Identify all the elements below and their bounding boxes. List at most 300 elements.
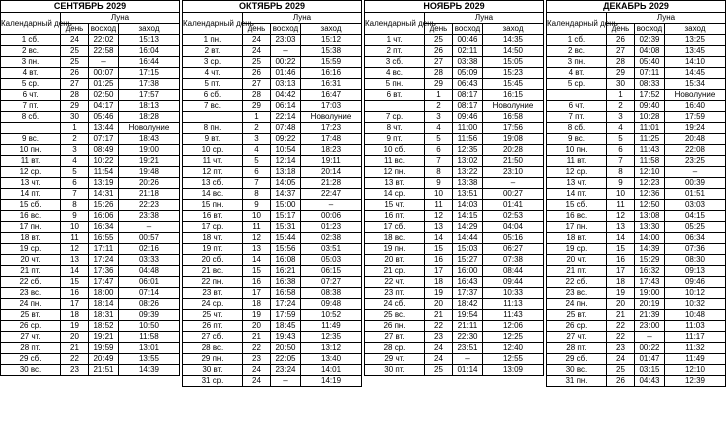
moon-day-cell: 6 (243, 167, 271, 178)
set-header: заход (665, 24, 726, 35)
date-cell: 31 пн. (547, 376, 607, 387)
moon-day-cell: 13 (61, 255, 89, 266)
moon-day-cell: 29 (243, 101, 271, 112)
moon-day-cell: 2 (243, 123, 271, 134)
moonrise-cell: 01:14 (453, 365, 483, 376)
calendar-day-header: Календарный день (1, 13, 61, 35)
moonrise-cell: 15:17 (271, 211, 301, 222)
moonrise-cell: – (453, 354, 483, 365)
moonset-cell: 15:13 (119, 35, 180, 46)
moonrise-cell: 14:29 (453, 222, 483, 233)
date-cell: 12 ср. (1, 167, 61, 178)
table-row (547, 266, 726, 277)
moonrise-cell: 16:21 (271, 266, 301, 277)
moon-day-cell: 4 (61, 156, 89, 167)
moon-day-cell: 12 (61, 244, 89, 255)
table-row (365, 90, 544, 101)
moonset-cell: 18:13 (119, 101, 180, 112)
moonset-cell: 02:16 (119, 244, 180, 255)
moonset-cell: 04:48 (119, 266, 180, 277)
moonrise-cell: 13:19 (89, 178, 119, 189)
table-row (547, 134, 726, 145)
moonset-cell: 09:48 (301, 299, 362, 310)
date-cell: 7 вс. (183, 101, 243, 112)
moonset-cell: 19:48 (119, 167, 180, 178)
table-row (1, 299, 180, 310)
rise-header: восход (271, 24, 301, 35)
moonrise-cell: – (89, 57, 119, 68)
month-table (364, 0, 543, 432)
table-row (547, 68, 726, 79)
moonset-cell: 10:52 (301, 310, 362, 321)
date-cell: 26 ср. (1, 321, 61, 332)
table-row (183, 299, 362, 310)
date-cell: 7 ср. (365, 112, 425, 123)
table-row (1, 35, 180, 46)
moon-day-cell: 15 (61, 277, 89, 288)
date-cell: 6 сб. (183, 90, 243, 101)
moon-day-cell: 25 (61, 46, 89, 57)
table-row (547, 343, 726, 354)
moon-day-cell: 22 (607, 321, 635, 332)
moon-day-cell: 11 (61, 233, 89, 244)
moonset-cell: 11:43 (483, 310, 544, 321)
moonset-cell: 00:27 (483, 189, 544, 200)
month-table (0, 0, 179, 432)
date-cell: 11 вс. (365, 156, 425, 167)
table-row (365, 266, 544, 277)
moon-day-cell: 25 (243, 57, 271, 68)
moonset-cell: 18:23 (301, 145, 362, 156)
moonrise-cell: – (271, 46, 301, 57)
table-row (1, 46, 180, 57)
date-cell: 21 ср. (365, 266, 425, 277)
moon-day-cell: 23 (607, 343, 635, 354)
moonset-cell: 10:48 (665, 310, 726, 321)
table-row (1, 332, 180, 343)
moon-day-cell: 23 (61, 365, 89, 376)
table-row (183, 112, 362, 123)
table-row (365, 112, 544, 123)
moonset-cell: 09:44 (483, 277, 544, 288)
table-row (183, 233, 362, 244)
date-cell: 10 сб. (365, 145, 425, 156)
moonset-cell: Новолуние (119, 123, 180, 134)
table-row (1, 68, 180, 79)
date-cell: 2 вт. (183, 46, 243, 57)
moonset-cell: 09:13 (665, 266, 726, 277)
table-row (365, 57, 544, 68)
date-cell: 17 пн. (547, 222, 607, 233)
moon-day-cell: 15 (607, 244, 635, 255)
table-row (183, 343, 362, 354)
moon-day-cell: 20 (61, 332, 89, 343)
table-row (183, 57, 362, 68)
moon-day-cell: 26 (243, 68, 271, 79)
moonrise-cell: – (271, 376, 301, 387)
moon-day-cell: 22 (425, 321, 453, 332)
date-cell: 8 пн. (183, 123, 243, 134)
table-row (183, 68, 362, 79)
moonset-cell: 08:30 (665, 255, 726, 266)
moonset-cell: 17:56 (483, 123, 544, 134)
table-row (365, 288, 544, 299)
moonset-cell: 14:50 (483, 46, 544, 57)
moonrise-cell: 16:06 (89, 211, 119, 222)
moon-day-cell: 15 (425, 244, 453, 255)
moonset-cell: 14:01 (301, 365, 362, 376)
moon-day-cell: 1 (425, 90, 453, 101)
moonset-cell: 17:03 (301, 101, 362, 112)
date-cell: 15 чт. (365, 200, 425, 211)
moonset-cell: 09:39 (119, 310, 180, 321)
table-row (1, 233, 180, 244)
date-cell: 5 ср. (1, 79, 61, 90)
moon-day-cell: 16 (243, 277, 271, 288)
date-cell: 23 пт. (365, 288, 425, 299)
moonrise-cell: 00:46 (453, 35, 483, 46)
table-row (183, 123, 362, 134)
moonrise-cell: 15:56 (271, 244, 301, 255)
moon-day-cell: 7 (607, 156, 635, 167)
date-cell: 8 сб. (547, 123, 607, 134)
moonrise-cell: 11:56 (453, 134, 483, 145)
table-row (547, 255, 726, 266)
moonrise-cell: 04:43 (635, 376, 665, 387)
table-row (183, 310, 362, 321)
moon-day-cell: 17 (607, 266, 635, 277)
moonrise-cell: 10:22 (89, 156, 119, 167)
moonrise-cell: 17:24 (271, 299, 301, 310)
moonrise-cell: 12:50 (635, 200, 665, 211)
moon-day-cell: 27 (61, 79, 89, 90)
moon-day-cell: 7 (425, 156, 453, 167)
table-row (547, 90, 726, 101)
table-row (1, 354, 180, 365)
date-cell: 30 вс. (1, 365, 61, 376)
moonrise-cell: 14:00 (635, 233, 665, 244)
moonrise-cell: 03:13 (271, 79, 301, 90)
table-row (547, 277, 726, 288)
calendar-day-header: Календарный день (547, 13, 607, 35)
moon-day-header: день (607, 24, 635, 35)
moon-day-cell: 19 (243, 310, 271, 321)
rise-header: восход (635, 24, 665, 35)
moonrise-cell: 16:55 (89, 233, 119, 244)
moonset-cell: 13:01 (119, 343, 180, 354)
date-cell: 25 вт. (1, 310, 61, 321)
moonrise-cell: 03:38 (453, 57, 483, 68)
date-cell: 9 вт. (183, 134, 243, 145)
table-row (183, 156, 362, 167)
moonrise-cell: 10:54 (271, 145, 301, 156)
moonrise-cell: 14:15 (453, 211, 483, 222)
moonrise-cell: 10:28 (635, 112, 665, 123)
moonset-cell: 23:10 (483, 167, 544, 178)
set-header: заход (483, 24, 544, 35)
date-cell: 9 вс. (1, 134, 61, 145)
moon-day-cell: 3 (61, 145, 89, 156)
date-cell: 29 чт. (365, 354, 425, 365)
date-cell: 9 вс. (547, 134, 607, 145)
moonset-cell: 12:39 (665, 376, 726, 387)
table-row (1, 343, 180, 354)
moonrise-cell: 15:03 (453, 244, 483, 255)
moon-day-cell: 26 (425, 46, 453, 57)
moon-day-cell: 23 (243, 354, 271, 365)
moon-day-cell: 3 (243, 134, 271, 145)
month-table (182, 0, 361, 432)
table-row (365, 233, 544, 244)
moon-day-cell: 8 (607, 167, 635, 178)
date-cell: 8 сб. (1, 112, 61, 123)
moonrise-cell: 15:26 (89, 200, 119, 211)
moonrise-cell: 16:58 (271, 288, 301, 299)
date-cell: 11 вт. (547, 156, 607, 167)
date-cell (1, 123, 61, 134)
table-row (365, 211, 544, 222)
table-row (547, 156, 726, 167)
moon-day-cell: 21 (61, 343, 89, 354)
date-cell: 23 вт. (183, 288, 243, 299)
table-row (183, 211, 362, 222)
moonset-cell: 11:49 (665, 354, 726, 365)
month-title: ДЕКАБРЬ 2029 (547, 1, 726, 13)
moonrise-cell: 22:58 (89, 46, 119, 57)
calendar-day-header: Календарный день (365, 13, 425, 35)
table-row (365, 222, 544, 233)
date-cell: 3 пн. (1, 57, 61, 68)
moonset-cell: 23:38 (119, 211, 180, 222)
moonrise-cell: 18:42 (453, 299, 483, 310)
moon-day-cell: 5 (243, 156, 271, 167)
moonrise-cell: 20:19 (635, 299, 665, 310)
moon-day-cell: 12 (243, 233, 271, 244)
moonrise-cell: 09:46 (453, 112, 483, 123)
moon-day-cell: 25 (607, 365, 635, 376)
moon-day-cell: 25 (425, 365, 453, 376)
table-row (183, 79, 362, 90)
moonset-cell: 14:35 (483, 35, 544, 46)
table-row (547, 310, 726, 321)
date-cell: 13 чт. (547, 178, 607, 189)
date-cell: 15 сб. (1, 200, 61, 211)
date-cell: 3 пн. (547, 57, 607, 68)
date-cell: 14 ср. (365, 189, 425, 200)
rise-header: восход (453, 24, 483, 35)
moonset-cell: 17:57 (119, 90, 180, 101)
moon-day-cell: 5 (607, 134, 635, 145)
table-row (1, 123, 180, 134)
date-cell (547, 90, 607, 101)
moonset-cell: Новолуние (483, 101, 544, 112)
moonrise-cell: 23:51 (453, 343, 483, 354)
moonrise-cell: 14:03 (453, 200, 483, 211)
moonrise-cell: 14:39 (635, 244, 665, 255)
date-cell: 24 сб. (365, 299, 425, 310)
date-cell: 2 вс. (1, 46, 61, 57)
rise-header: восход (89, 24, 119, 35)
moonrise-cell: 02:50 (89, 90, 119, 101)
table-row (365, 178, 544, 189)
date-cell: 25 вт. (547, 310, 607, 321)
moon-day-cell: 15 (243, 266, 271, 277)
moonrise-cell: 16:08 (271, 255, 301, 266)
moonset-cell: 15:05 (483, 57, 544, 68)
moonset-cell: 05:03 (301, 255, 362, 266)
date-cell: 30 пт. (365, 365, 425, 376)
date-cell: 13 вт. (365, 178, 425, 189)
moon-day-cell: 9 (607, 178, 635, 189)
table-row (1, 200, 180, 211)
date-cell: 22 сб. (1, 277, 61, 288)
moonset-cell: 04:04 (483, 222, 544, 233)
table-row (1, 288, 180, 299)
moon-day-cell: 2 (607, 101, 635, 112)
moon-header: Луна (425, 13, 544, 24)
moonset-cell: 13:12 (301, 343, 362, 354)
date-cell: 11 вт. (1, 156, 61, 167)
moonset-cell: 14:10 (665, 57, 726, 68)
moonrise-cell: 05:40 (635, 57, 665, 68)
moon-header: Луна (61, 13, 180, 24)
moonrise-cell: 22:02 (89, 35, 119, 46)
table-row (547, 321, 726, 332)
moon-day-cell: 28 (243, 90, 271, 101)
table-row (1, 101, 180, 112)
date-cell: 16 вс. (547, 211, 607, 222)
moonset-cell: 10:33 (483, 288, 544, 299)
moon-day-cell: 24 (425, 343, 453, 354)
moonset-cell: 05:25 (665, 222, 726, 233)
moon-day-cell: 17 (243, 288, 271, 299)
moonrise-cell: 07:48 (271, 123, 301, 134)
moonrise-cell: 13:02 (453, 156, 483, 167)
moonrise-cell: 23:24 (271, 365, 301, 376)
moonset-cell: 10:50 (119, 321, 180, 332)
moonset-cell: 11:03 (665, 321, 726, 332)
table-row (1, 244, 180, 255)
moonrise-cell: 21:11 (453, 321, 483, 332)
moonrise-cell: 13:22 (453, 167, 483, 178)
moon-day-cell: 19 (607, 288, 635, 299)
table-row (547, 354, 726, 365)
moonrise-cell: 15:29 (635, 255, 665, 266)
date-cell: 27 чт. (1, 332, 61, 343)
date-cell: 20 чт. (547, 255, 607, 266)
table-row (1, 145, 180, 156)
moon-day-cell: 14 (61, 266, 89, 277)
moonset-cell: 16:31 (301, 79, 362, 90)
moonset-cell: 18:28 (119, 112, 180, 123)
moon-day-cell: 26 (607, 376, 635, 387)
moon-day-cell: 22 (61, 354, 89, 365)
moonrise-cell: 14:37 (271, 189, 301, 200)
table-row (547, 178, 726, 189)
moon-day-cell: 21 (243, 332, 271, 343)
date-cell: 6 чт. (1, 90, 61, 101)
moonrise-cell: 02:39 (635, 35, 665, 46)
date-cell (365, 101, 425, 112)
moonrise-cell: 04:17 (89, 101, 119, 112)
moonset-cell: 20:48 (665, 134, 726, 145)
moonset-cell: 11:17 (665, 332, 726, 343)
date-cell: 14 вс. (183, 189, 243, 200)
table-row (547, 211, 726, 222)
table-row (365, 354, 544, 365)
moonset-cell: 07:27 (301, 277, 362, 288)
moonrise-cell: 07:17 (89, 134, 119, 145)
date-cell: 12 пн. (365, 167, 425, 178)
table-row (1, 189, 180, 200)
table-row (547, 222, 726, 233)
moonrise-cell: 08:17 (453, 101, 483, 112)
moonrise-cell: 07:11 (635, 68, 665, 79)
moon-day-cell: 4 (425, 123, 453, 134)
date-cell: 5 пн. (365, 79, 425, 90)
date-cell: 13 чт. (1, 178, 61, 189)
moon-day-cell: 18 (243, 299, 271, 310)
month-title: СЕНТЯБРЬ 2029 (1, 1, 180, 13)
moonset-cell: – (483, 178, 544, 189)
moon-day-cell: 29 (607, 68, 635, 79)
date-cell: 17 пн. (1, 222, 61, 233)
moonrise-cell: 17:11 (89, 244, 119, 255)
moonrise-cell: 21:39 (635, 310, 665, 321)
date-cell: 24 ср. (183, 299, 243, 310)
date-cell: 16 вт. (183, 211, 243, 222)
moonset-cell: 16:44 (119, 57, 180, 68)
moonset-cell: 02:53 (483, 211, 544, 222)
table-row (183, 134, 362, 145)
moon-day-cell: 12 (425, 211, 453, 222)
table-row (365, 134, 544, 145)
date-cell: 3 сб. (365, 57, 425, 68)
moon-day-cell: 8 (425, 167, 453, 178)
moonrise-cell: 00:22 (271, 57, 301, 68)
moon-day-cell: 10 (425, 189, 453, 200)
date-cell: 20 сб. (183, 255, 243, 266)
moonset-cell: 22:23 (119, 200, 180, 211)
moon-day-cell: 24 (243, 376, 271, 387)
date-cell: 24 пн. (1, 299, 61, 310)
moonset-cell: 01:51 (665, 189, 726, 200)
moon-day-cell: 14 (607, 233, 635, 244)
moonrise-cell: 08:17 (453, 90, 483, 101)
month-table (546, 0, 725, 432)
moonset-cell: 15:12 (301, 35, 362, 46)
moonrise-cell: 22:30 (453, 332, 483, 343)
moonset-cell: 07:38 (483, 255, 544, 266)
calendar-day-header: Календарный день (183, 13, 243, 35)
set-header: заход (119, 24, 180, 35)
table-row (365, 343, 544, 354)
moonrise-cell: 04:08 (635, 46, 665, 57)
date-cell: 25 чт. (183, 310, 243, 321)
moonset-cell: 03:33 (119, 255, 180, 266)
moonrise-cell: 18:52 (89, 321, 119, 332)
table-row (547, 365, 726, 376)
date-cell: 19 ср. (547, 244, 607, 255)
moon-day-cell: 2 (425, 101, 453, 112)
table-row (365, 35, 544, 46)
moonset-cell: 10:12 (665, 288, 726, 299)
moonset-cell: 08:38 (301, 288, 362, 299)
table-row (1, 134, 180, 145)
moonrise-cell: 14:31 (89, 189, 119, 200)
moonset-cell: 20:14 (301, 167, 362, 178)
table-row (183, 145, 362, 156)
